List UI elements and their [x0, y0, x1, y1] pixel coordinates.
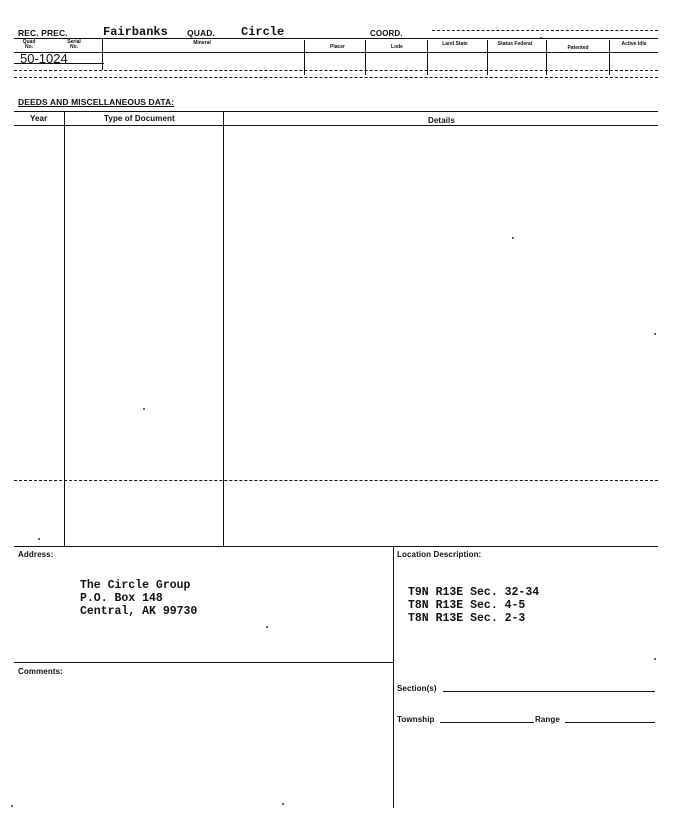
rec-prec-value: Fairbanks — [103, 25, 168, 39]
scan-speck — [540, 37, 542, 39]
coord-dashed-line — [432, 30, 658, 31]
range-field-line[interactable] — [565, 722, 655, 723]
scan-speck — [11, 805, 13, 807]
scan-speck — [654, 333, 656, 335]
col-active-idle: Active Idle — [621, 41, 647, 47]
col-patented: Patented — [567, 45, 589, 51]
scan-speck — [282, 803, 284, 805]
scan-speck — [512, 237, 514, 239]
col-mineral: Mineral — [193, 40, 211, 46]
record-underline — [14, 63, 104, 64]
sections-field-line[interactable] — [443, 691, 655, 692]
quad-value: Circle — [241, 25, 285, 39]
deeds-vsep-type — [223, 111, 224, 547]
col-quad-no: Quad No. — [22, 39, 36, 50]
rec-prec-label: REC. PREC. — [18, 28, 68, 38]
scan-speck — [143, 408, 145, 410]
comments-label: Comments: — [18, 667, 63, 676]
col-land-state: Land State — [442, 41, 468, 47]
deeds-col-year: Year — [30, 114, 48, 123]
deeds-top-rule — [14, 111, 658, 112]
col-serial-no: Serial No. — [67, 39, 81, 50]
address-line-3: Central, AK 99730 — [80, 605, 198, 618]
top-dashed-row-2 — [14, 77, 658, 78]
township-label: Township — [397, 715, 435, 724]
address-line-2: P.O. Box 148 — [80, 592, 163, 605]
quad-label: QUAD. — [187, 28, 215, 38]
col-status-federal: Status Federal — [497, 41, 533, 47]
deeds-bottom-rule — [14, 546, 658, 547]
header-rule — [14, 38, 658, 39]
quad-serial-value: 50-1024 — [20, 51, 68, 66]
top-vsep-1 — [102, 38, 103, 70]
column-header-rule — [14, 52, 658, 53]
coord-label: COORD. — [370, 29, 403, 38]
address-label: Address: — [18, 550, 54, 559]
deeds-vsep-year — [64, 111, 65, 547]
scan-speck — [38, 538, 40, 540]
location-line-3: T8N R13E Sec. 2-3 — [408, 612, 526, 625]
scan-speck — [654, 658, 656, 660]
deeds-col-details: Details — [428, 116, 455, 125]
deeds-col-type: Type of Document — [104, 114, 175, 123]
sections-label: Section(s) — [397, 684, 437, 693]
col-lode: Lode — [391, 44, 403, 50]
location-line-2: T8N R13E Sec. 4-5 — [408, 599, 526, 612]
address-line-1: The Circle Group — [80, 579, 191, 592]
location-line-1: T9N R13E Sec. 32-34 — [408, 586, 540, 599]
comments-rule — [14, 662, 393, 663]
address-location-divider — [393, 546, 394, 808]
range-label: Range — [535, 715, 560, 724]
col-placer: Placer — [329, 44, 345, 50]
scan-speck — [266, 626, 268, 628]
deeds-dashed-separator — [14, 480, 658, 481]
township-field-line[interactable] — [440, 722, 534, 723]
top-dashed-row-1 — [14, 70, 658, 71]
deeds-header-rule — [14, 125, 658, 126]
deeds-section-title: DEEDS AND MISCELLANEOUS DATA: — [18, 97, 175, 107]
location-label: Location Description: — [397, 550, 482, 559]
